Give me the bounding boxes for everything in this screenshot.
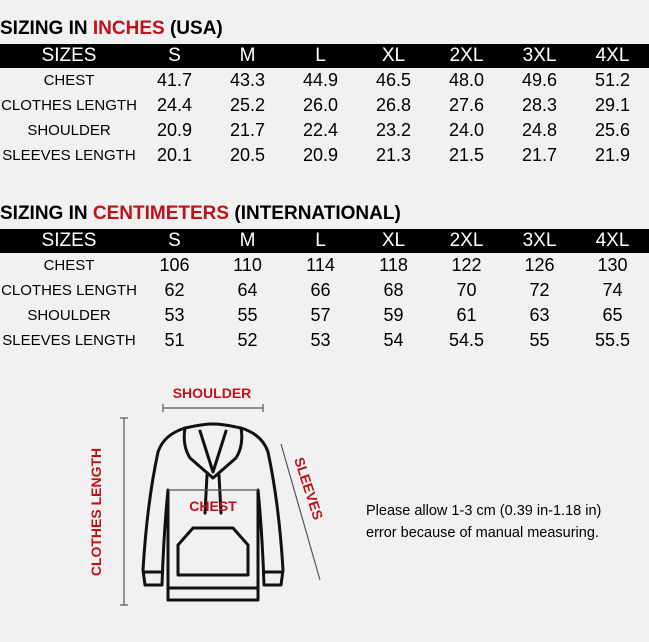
size-value-cell: 57 — [310, 305, 331, 325]
size-value-cell: 126 — [524, 255, 555, 275]
header-cell: M — [211, 229, 284, 253]
size-value-cell: 62 — [164, 280, 185, 300]
inches-title-suffix: (USA) — [164, 18, 223, 39]
size-value-cell: 24.8 — [521, 120, 558, 140]
size-value-cell: 110 — [233, 255, 262, 275]
header-cell: XL — [357, 44, 430, 68]
row-label: CLOTHES LENGTH — [1, 282, 137, 299]
size-value-cell: 63 — [529, 305, 550, 325]
header-cell: L — [284, 229, 357, 253]
size-value-cell: 21.7 — [521, 145, 558, 165]
row-label: SHOULDER — [27, 307, 111, 324]
size-value-cell: 64 — [237, 280, 258, 300]
size-value-cell: 49.6 — [521, 70, 558, 90]
size-value-cell: 20.1 — [156, 145, 193, 165]
inches-title-accent: INCHES — [92, 18, 165, 39]
header-cell: 4XL — [576, 229, 649, 253]
cm-title-prefix: SIZING IN — [0, 203, 93, 224]
sleeves-label: SLEEVES — [291, 455, 327, 522]
size-value-cell: 23.2 — [375, 120, 412, 140]
size-value-cell: 21.7 — [229, 120, 266, 140]
cm-title-accent: CENTIMETERS — [92, 203, 230, 224]
row-label: CLOTHES LENGTH — [1, 97, 137, 114]
size-value-cell: 20.5 — [229, 145, 266, 165]
size-value-cell: 65 — [602, 305, 623, 325]
clothes-length-label: CLOTHES LENGTH — [88, 447, 104, 577]
size-value-cell: 46.5 — [375, 70, 412, 90]
note-line-1: Please allow 1-3 cm (0.39 in-1.18 in) — [366, 503, 602, 519]
size-value-cell: 21.5 — [448, 145, 485, 165]
inches-title-prefix: SIZING IN — [0, 18, 93, 39]
size-value-cell: 43.3 — [229, 70, 266, 90]
row-label: SLEEVES LENGTH — [2, 147, 136, 164]
header-cell: 3XL — [503, 44, 576, 68]
size-value-cell: 68 — [383, 280, 404, 300]
size-value-cell: 26.0 — [302, 95, 339, 115]
size-value-cell: 20.9 — [302, 145, 339, 165]
size-value-cell: 53 — [310, 330, 331, 350]
size-value-cell: 24.4 — [156, 95, 193, 115]
size-value-cell: 54 — [383, 330, 404, 350]
cm-title-suffix: (INTERNATIONAL) — [229, 203, 401, 224]
size-value-cell: 53 — [164, 305, 185, 325]
size-value-cell: 66 — [310, 280, 331, 300]
header-cell: S — [138, 229, 211, 253]
size-value-cell: 55.5 — [594, 330, 631, 350]
size-value-cell: 21.3 — [375, 145, 412, 165]
size-value-cell: 29.1 — [594, 95, 631, 115]
header-cell: SIZES — [0, 44, 138, 68]
size-value-cell: 59 — [383, 305, 404, 325]
measurement-note — [366, 500, 601, 544]
header-cell: 2XL — [430, 229, 503, 253]
size-value-cell: 51 — [164, 330, 185, 350]
header-cell: 4XL — [576, 44, 649, 68]
header-cell: SIZES — [0, 229, 138, 253]
header-cell: M — [211, 44, 284, 68]
size-value-cell: 27.6 — [448, 95, 485, 115]
size-value-cell: 22.4 — [302, 120, 339, 140]
size-value-cell: 74 — [602, 280, 623, 300]
size-value-cell: 61 — [456, 305, 477, 325]
size-value-cell: 26.8 — [375, 95, 412, 115]
row-label: SLEEVES LENGTH — [2, 332, 136, 349]
row-label: SHOULDER — [27, 122, 111, 139]
size-value-cell: 25.2 — [229, 95, 266, 115]
row-label: CHEST — [43, 257, 95, 274]
size-value-cell: 54.5 — [448, 330, 485, 350]
size-value-cell: 55 — [237, 305, 258, 325]
size-value-cell: 21.9 — [594, 145, 631, 165]
header-cell: 2XL — [430, 44, 503, 68]
size-value-cell: 72 — [529, 280, 550, 300]
size-value-cell: 51.2 — [594, 70, 631, 90]
row-label: CHEST — [43, 72, 95, 89]
size-value-cell: 55 — [529, 330, 550, 350]
chest-label: CHEST — [189, 498, 237, 514]
note-line-2: error because of manual measuring. — [366, 525, 599, 541]
header-cell: 3XL — [503, 229, 576, 253]
size-value-cell: 52 — [237, 330, 258, 350]
size-value-cell: 106 — [159, 255, 190, 275]
size-value-cell: 20.9 — [156, 120, 193, 140]
size-value-cell: 130 — [597, 255, 628, 275]
size-value-cell: 44.9 — [302, 70, 339, 90]
size-value-cell: 118 — [379, 255, 408, 275]
header-cell: L — [284, 44, 357, 68]
size-value-cell: 122 — [451, 255, 482, 275]
size-value-cell: 24.0 — [448, 120, 485, 140]
size-value-cell: 114 — [306, 255, 335, 275]
header-cell: XL — [357, 229, 430, 253]
size-value-cell: 25.6 — [594, 120, 631, 140]
size-value-cell: 70 — [456, 280, 477, 300]
size-value-cell: 41.7 — [156, 70, 193, 90]
header-cell: S — [138, 44, 211, 68]
size-value-cell: 48.0 — [448, 70, 485, 90]
size-value-cell: 28.3 — [521, 95, 558, 115]
shoulder-label: SHOULDER — [172, 385, 252, 401]
